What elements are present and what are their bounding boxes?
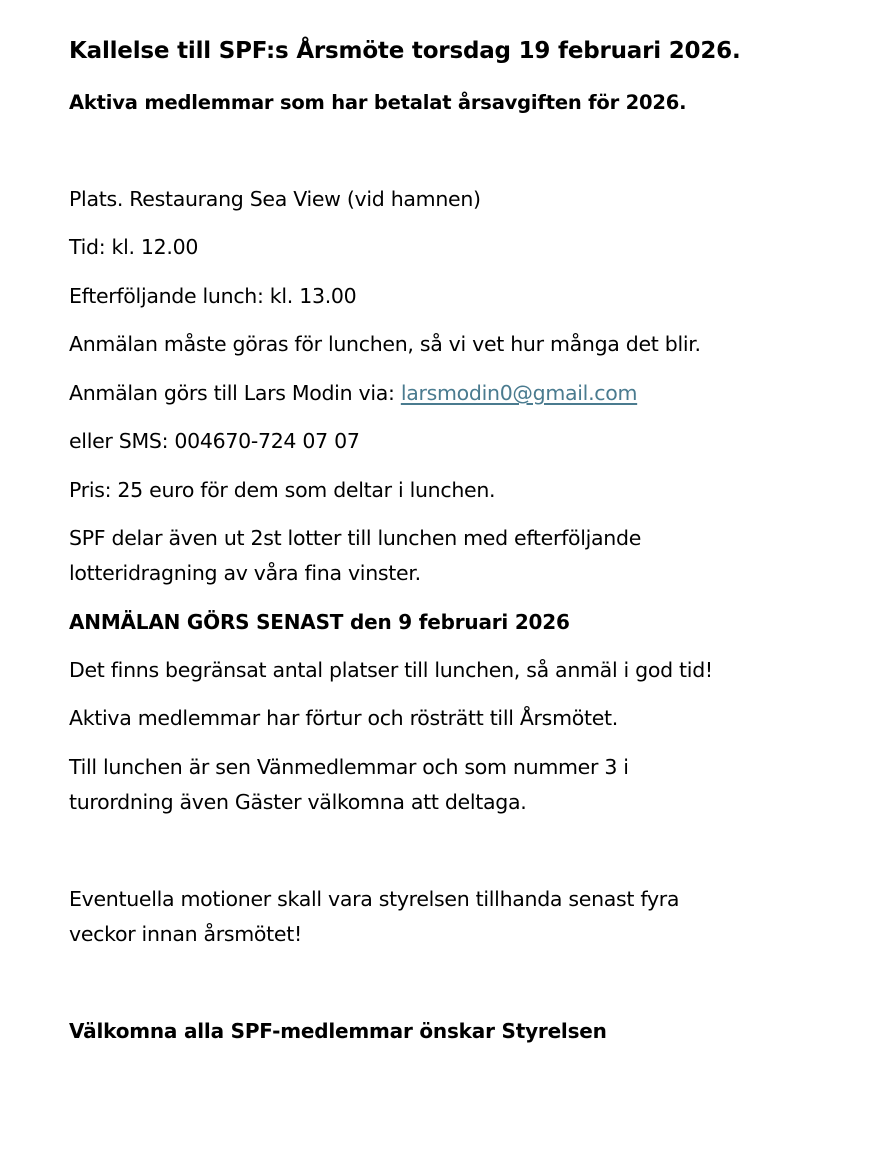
lottery-line-1: SPF delar även ut 2st lotter till lunchen med efterföljande — [69, 526, 642, 550]
page-title: Kallelse till SPF:s Årsmöte torsdag 19 februari 2026. — [69, 38, 741, 64]
registration-contact-line — [69, 376, 637, 411]
registration-contact-text: Anmälan görs till Lars Modin via: — [69, 381, 401, 405]
sms-line: eller SMS: 004670-724 07 07 — [69, 429, 360, 453]
motions-line-1: Eventuella motioner skall vara styrelsen tillhanda senast fyra — [69, 887, 680, 911]
page-subtitle: Aktiva medlemmar som har betalat årsavgiften för 2026. — [69, 91, 687, 114]
price-line: Pris: 25 euro för dem som deltar i lunchen. — [69, 478, 496, 502]
time-line: Tid: kl. 12.00 — [69, 235, 199, 259]
priority-line: Aktiva medlemmar har förtur och rösträtt till Årsmötet. — [69, 706, 618, 730]
closing-line: Välkomna alla SPF-medlemmar önskar Styrelsen — [69, 1019, 607, 1043]
lottery-line-2: lotteridragning av våra fina vinster. — [69, 561, 421, 585]
place-line: Plats. Restaurang Sea View (vid hamnen) — [69, 187, 481, 211]
registration-required-line: Anmälan måste göras för lunchen, så vi vet hur många det blir. — [69, 332, 701, 356]
guests-line-2: turordning även Gäster välkomna att deltaga. — [69, 790, 527, 814]
guests-line-1: Till lunchen är sen Vänmedlemmar och som nummer 3 i — [69, 755, 629, 779]
motions-line-2: veckor innan årsmötet! — [69, 922, 302, 946]
lunch-line: Efterföljande lunch: kl. 13.00 — [69, 284, 357, 308]
limited-seats-line: Det finns begränsat antal platser till lunchen, så anmäl i god tid! — [69, 658, 713, 682]
deadline-line: ANMÄLAN GÖRS SENAST den 9 februari 2026 — [69, 610, 570, 634]
email-link[interactable]: larsmodin0@gmail.com — [400, 381, 638, 405]
